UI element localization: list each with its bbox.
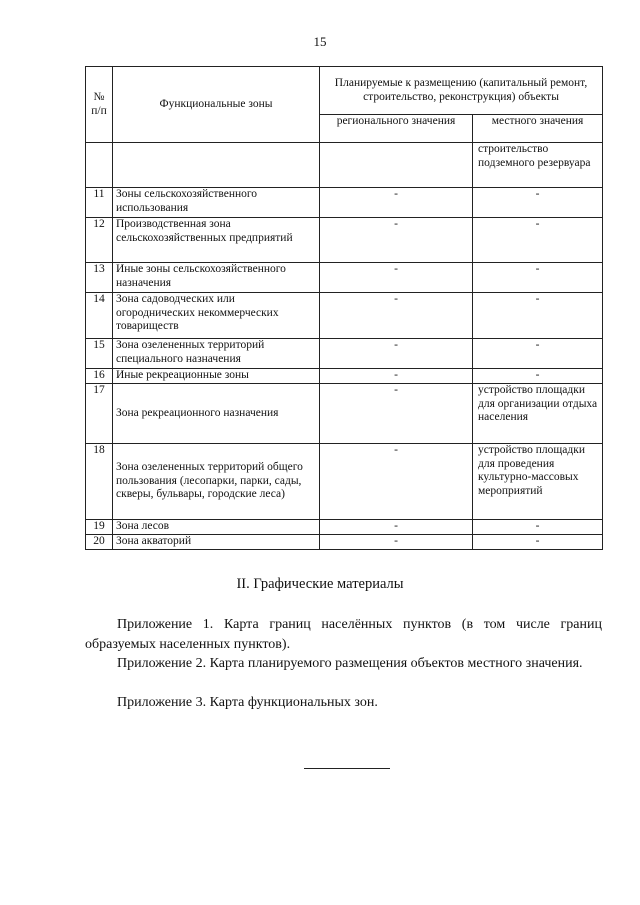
cell-local-continuation: строительство подземного резервуара [473,143,603,188]
header-local: местного значения [473,115,603,143]
table-row: 11 Зоны сельскохозяйственного использования - - [86,188,603,218]
table-row: 12 Производственная зона сельскохозяйственных предприятий - - [86,218,603,263]
appendix-3: Приложение 3. Карта функциональных зон. [117,695,378,710]
table-row: 19 Зона лесов - - [86,520,603,535]
header-regional: регионального значения [320,115,473,143]
table-row: 18 Зона озелененных территорий общего пользования (лесопарки, парки, сады, скверы, бульвары, городские леса) - устройство площадки для проведения культурно-массовых мероприятий [86,444,603,520]
section-title: II. Графические материалы [236,576,404,592]
header-zones: Функциональные зоны [113,67,320,143]
appendix-2: Приложение 2. Карта планируемого размещения объектов местного значения. [117,656,583,671]
table-row: 16 Иные рекреационные зоны - - [86,369,603,384]
header-planned-objects: Планируемые к размещению (капитальный ремонт, строительство, реконструкция) объекты [320,67,603,115]
header-num: № п/п [86,67,113,143]
table-row: 15 Зона озелененных территорий специального назначения - - [86,339,603,369]
table-row: 14 Зона садоводческих или огороднических некоммерческих товариществ - - [86,293,603,339]
table-row-continuation [86,143,603,188]
appendix-1: Приложение 1. Карта границ населённых пунктов (в том числе границ образуемых населенных пунктов). [85,617,602,652]
table-row: 13 Иные зоны сельскохозяйственного назначения - - [86,263,603,293]
end-divider [304,768,390,769]
table-row: 17 Зона рекреационного назначения - устройство площадки для организации отдыха населения [86,384,603,444]
table-row: 20 Зона акваторий - - [86,535,603,550]
functional-zones-table [85,66,603,550]
page-number: 15 [313,34,327,49]
